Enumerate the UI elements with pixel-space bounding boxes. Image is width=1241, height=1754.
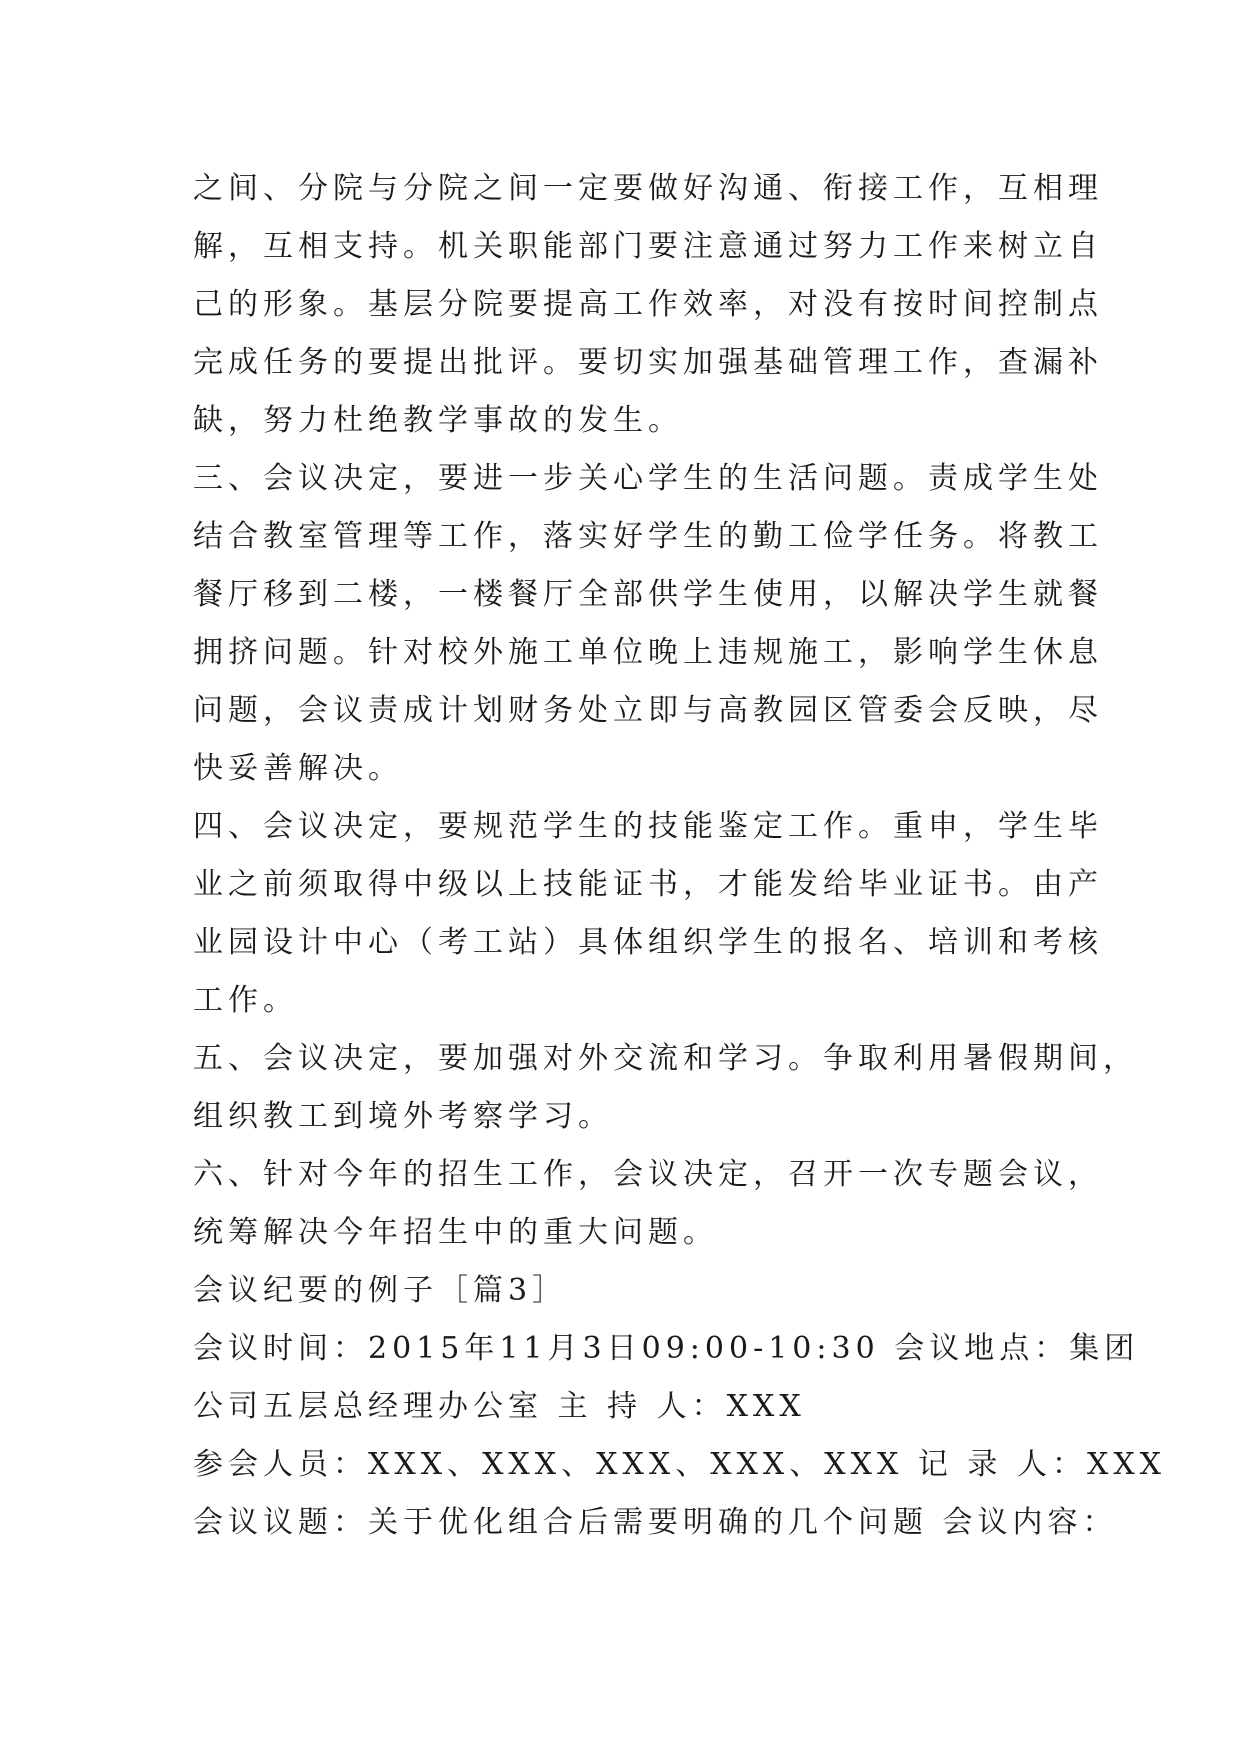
document-body	[193, 160, 1167, 1552]
text-line: 工作。	[193, 983, 298, 1018]
text-line: 三、会议决定，要进一步关心学生的生活问题。责成学生处	[193, 461, 1103, 496]
attendees-line: 参会人员：XXX、XXX、XXX、XXX、XXX 记 录 人：XXX	[193, 1447, 1167, 1482]
text-line: 组织教工到境外考察学习。	[193, 1099, 613, 1134]
text-line: 六、针对今年的招生工作，会议决定，召开一次专题会议，	[193, 1157, 1103, 1192]
meeting-time-line: 会议时间：2015年11月3日09:00-10:30 会议地点：集团	[193, 1331, 1140, 1366]
text-line: 统筹解决今年招生中的重大问题。	[193, 1215, 718, 1250]
text-line: 四、会议决定，要规范学生的技能鉴定工作。重申，学生毕	[193, 809, 1103, 844]
text-line: 问题，会议责成计划财务处立即与高教园区管委会反映，尽	[193, 693, 1103, 728]
section-heading: 会议纪要的例子［篇3］	[193, 1273, 568, 1308]
meeting-topic-line: 会议议题：关于优化组合后需要明确的几个问题 会议内容：	[193, 1505, 1118, 1540]
text-line: 拥挤问题。针对校外施工单位晚上违规施工，影响学生休息	[193, 635, 1103, 670]
text-line: 业之前须取得中级以上技能证书，才能发给毕业证书。由产	[193, 867, 1103, 902]
meeting-host-line: 公司五层总经理办公室 主 持 人：XXX	[193, 1389, 806, 1424]
text-line: 五、会议决定，要加强对外交流和学习。争取利用暑假期间，	[193, 1041, 1138, 1076]
text-line: 缺，努力杜绝教学事故的发生。	[193, 403, 683, 438]
text-line: 餐厅移到二楼，一楼餐厅全部供学生使用，以解决学生就餐	[193, 577, 1103, 612]
text-line: 结合教室管理等工作，落实好学生的勤工俭学任务。将教工	[193, 519, 1103, 554]
text-line: 解，互相支持。机关职能部门要注意通过努力工作来树立自	[193, 229, 1103, 264]
text-line: 之间、分院与分院之间一定要做好沟通、衔接工作，互相理	[193, 171, 1103, 206]
text-line: 快妥善解决。	[193, 751, 403, 786]
text-line: 己的形象。基层分院要提高工作效率，对没有按时间控制点	[193, 287, 1103, 322]
text-line: 完成任务的要提出批评。要切实加强基础管理工作，查漏补	[193, 345, 1103, 380]
text-line: 业园设计中心（考工站）具体组织学生的报名、培训和考核	[193, 925, 1103, 960]
